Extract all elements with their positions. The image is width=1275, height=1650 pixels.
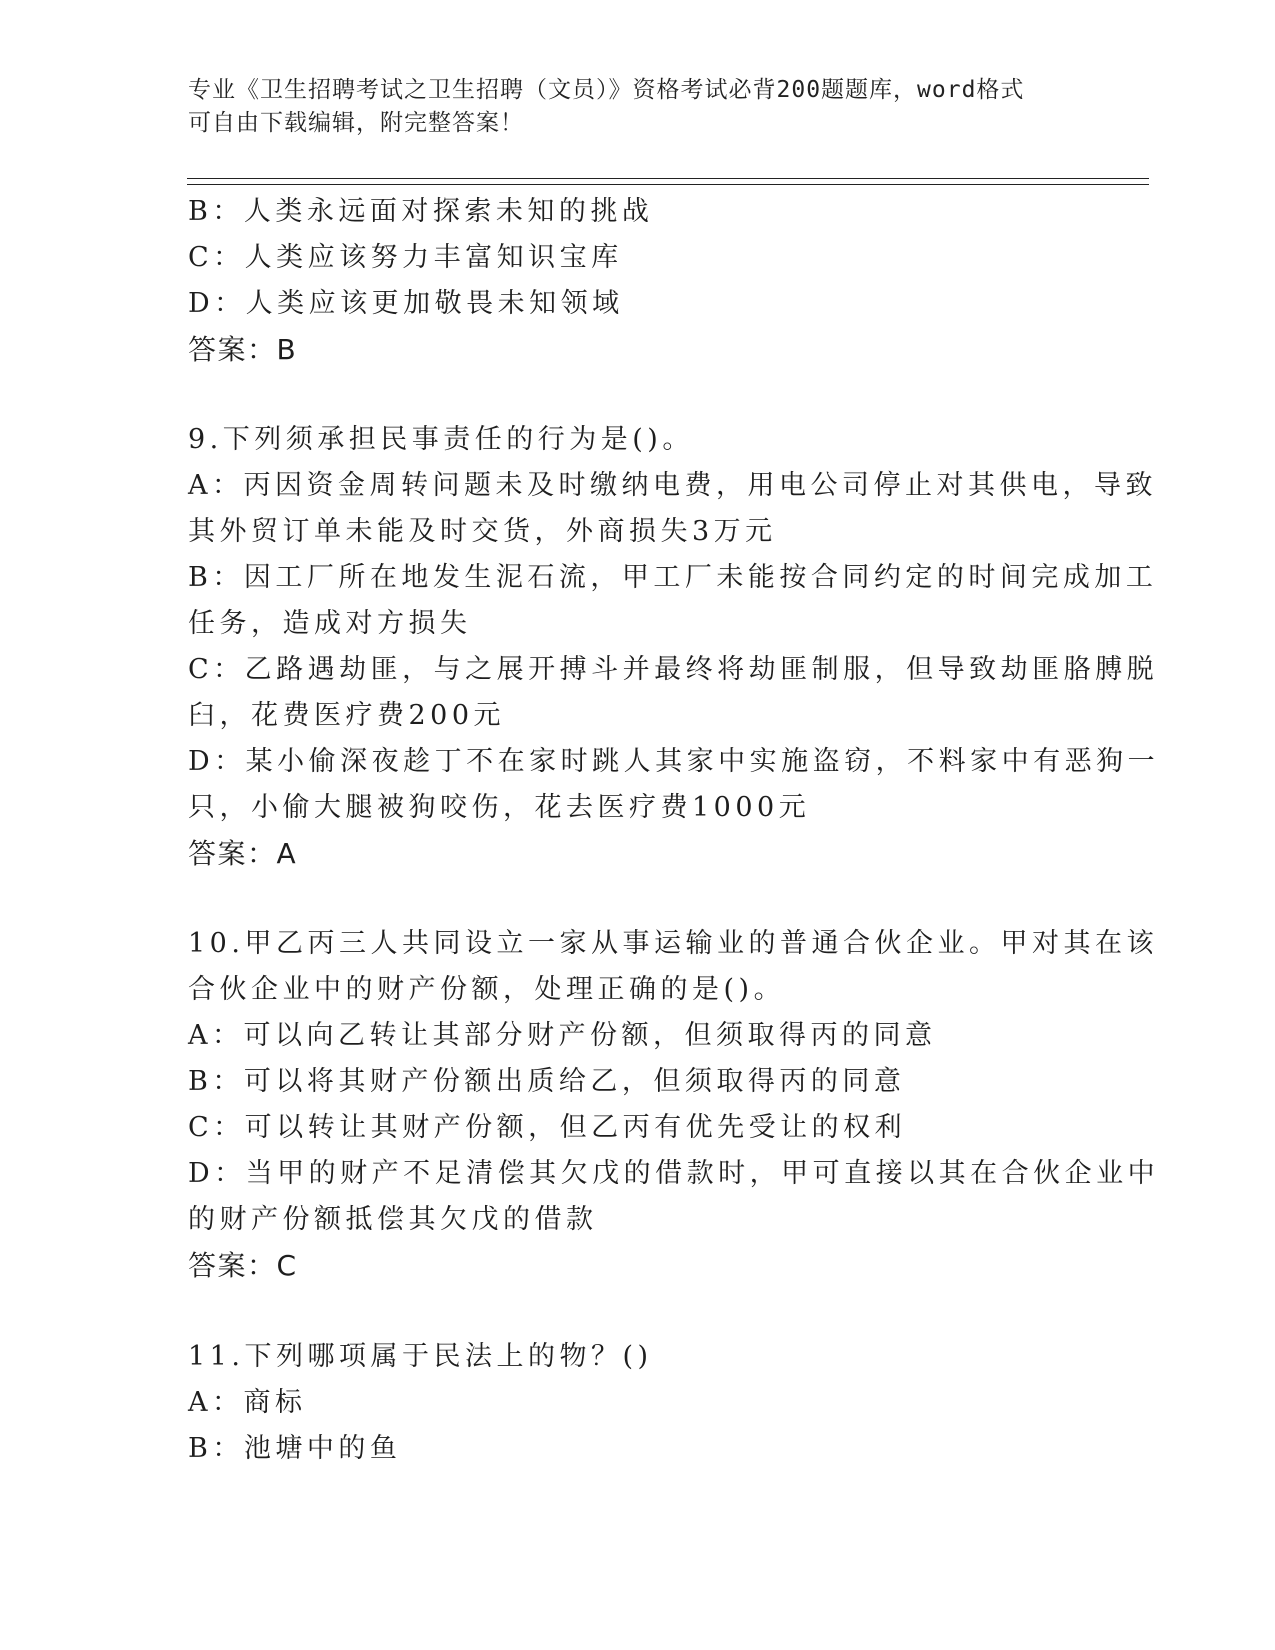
- q10-stem-line-2: 合伙企业中的财产份额，处理正确的是()。: [188, 974, 786, 1005]
- q10-option-d-line-2: 的财产份额抵偿其欠戊的借款: [188, 1204, 598, 1235]
- q8-answer: 答案：B: [188, 333, 298, 366]
- q9-option-d-line-1: D：某小偷深夜趁丁不在家时跳人其家中实施盗窃，不料家中有恶狗一: [188, 746, 1160, 777]
- spacer: [188, 1289, 1088, 1334]
- question-content: [188, 189, 1160, 1472]
- question-11: [188, 1334, 1088, 1472]
- q11-option-b: B：池塘中的鱼: [188, 1433, 402, 1464]
- q9-stem: 9.下列须承担民事责任的行为是()。: [188, 424, 694, 455]
- q9-option-c-line-2: 臼，花费医疗费200元: [188, 700, 506, 731]
- header-title-line-2: 可自由下载编辑，附完整答案！: [188, 110, 524, 136]
- q10-answer: 答案：C: [188, 1249, 298, 1282]
- q9-answer: 答案：A: [188, 837, 298, 870]
- q8-option-b: B：人类永远面对探索未知的挑战: [188, 196, 654, 227]
- q11-stem: 11.下列哪项属于民法上的物？(): [188, 1341, 653, 1372]
- question-10: [188, 921, 1160, 1289]
- q10-option-d-line-1: D：当甲的财产不足清偿其欠戊的借款时，甲可直接以其在合伙企业中: [188, 1158, 1160, 1189]
- q9-option-c-line-1: C：乙路遇劫匪，与之展开搏斗并最终将劫匪制服，但导致劫匪胳膊脱: [188, 654, 1159, 685]
- q10-option-a: A：可以向乙转让其部分财产份额，但须取得丙的同意: [188, 1020, 937, 1051]
- question-8-tail: [188, 189, 1088, 373]
- q10-stem-line-1: 10.甲乙丙三人共同设立一家从事运输业的普通合伙企业。甲对其在该: [188, 928, 1158, 959]
- q11-option-a: A：商标: [188, 1387, 307, 1418]
- q9-option-b-line-2: 任务，造成对方损失: [188, 608, 472, 639]
- document-header: [188, 74, 1088, 140]
- spacer: [188, 373, 1088, 417]
- q10-option-b: B：可以将其财产份额出质给乙，但须取得丙的同意: [188, 1066, 906, 1097]
- spacer: [188, 877, 1088, 921]
- q9-option-d-line-2: 只，小偷大腿被狗咬伤，花去医疗费1000元: [188, 792, 811, 823]
- q8-option-c: C：人类应该努力丰富知识宝库: [188, 242, 623, 273]
- header-divider-top: [187, 178, 1149, 179]
- q9-option-a-line-2: 其外贸订单未能及时交货，外商损失3万元: [188, 516, 777, 547]
- header-title-line-1: 专业《卫生招聘考试之卫生招聘（文员）》资格考试必背200题题库，word格式: [188, 77, 1025, 103]
- header-divider-bottom: [187, 184, 1149, 185]
- q9-option-a-line-1: A：丙因资金周转问题未及时缴纳电费，用电公司停止对其供电，导致: [188, 470, 1157, 501]
- q9-option-b-line-1: B：因工厂所在地发生泥石流，甲工厂未能按合同约定的时间完成加工: [188, 562, 1158, 593]
- q8-option-d: D：人类应该更加敬畏未知领域: [188, 288, 624, 319]
- question-9: [188, 417, 1160, 877]
- q10-option-c: C：可以转让其财产份额，但乙丙有优先受让的权利: [188, 1112, 907, 1143]
